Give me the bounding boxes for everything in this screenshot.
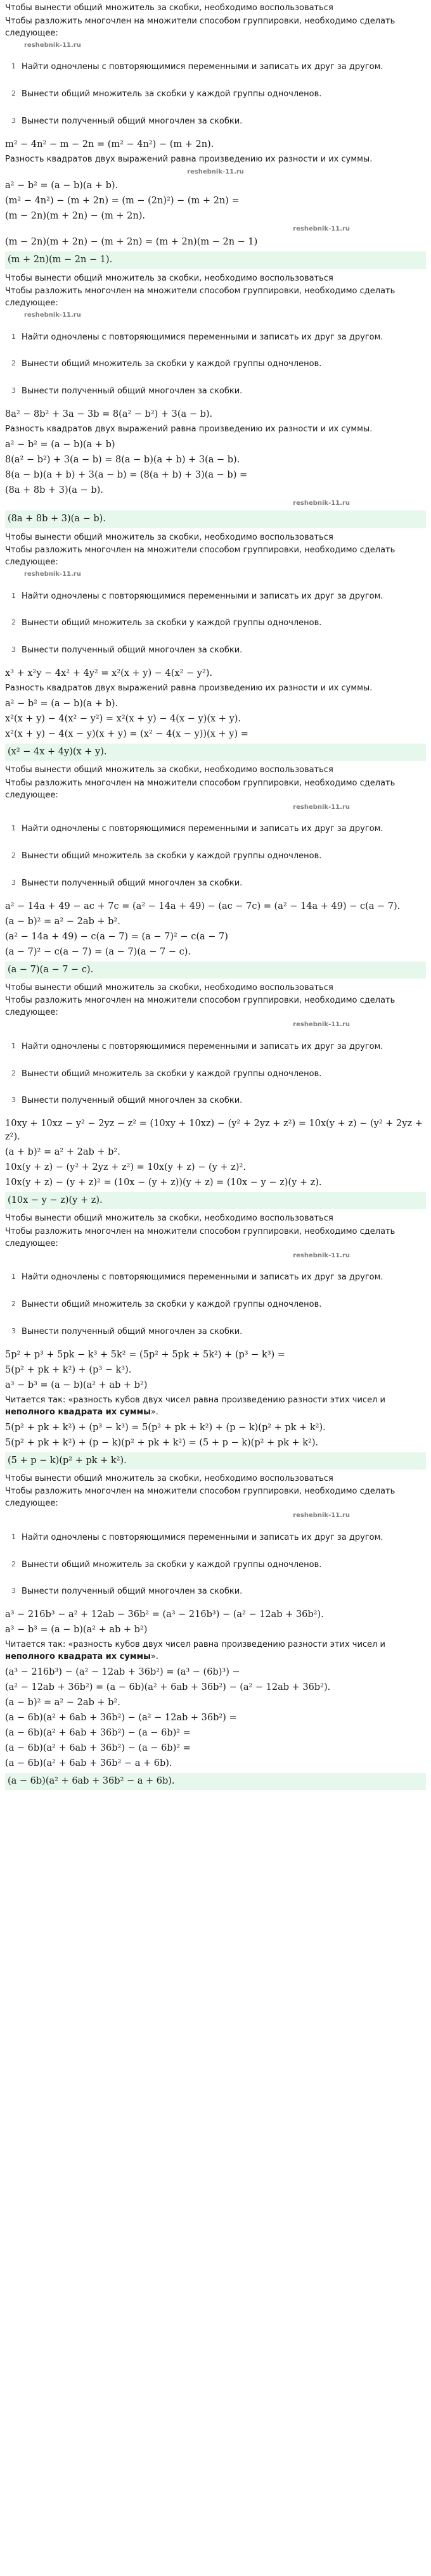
math-line: 10x(y + z) − (y + z)² = (10x − (y + z))(y + z) = (10x − y − z)(y + z). [5, 1177, 322, 1188]
intro-text: Чтобы вынести общий множитель за скобки, необходимо воспользоваться [5, 1214, 333, 1224]
math-line: (8a + 8b + 3)(a − b). [5, 485, 103, 495]
steps-list [5, 323, 426, 405]
step-item: 1 Найти одночлены с повторяющимися переменными и записать их друг за другом. [11, 1272, 383, 1283]
math-line: (a − 6b)(a² + 6ab + 36b²) − (a − 6b)² = [5, 1742, 191, 1753]
math-line: a² − 14a + 49 − ac + 7c = (a² − 14a + 49) − (ac − 7c) = (a² − 14a + 49) − c(a − 7). [5, 901, 401, 911]
math-line: a² − b² = (a − b)(a + b). [5, 698, 119, 709]
math-line: (a² − 14a + 49) − c(a − 7) = (a − 7)² − c(a − 7) [5, 931, 228, 942]
watermark: reshebnik-11.ru [293, 225, 350, 232]
solution-block-6 [5, 1213, 426, 1469]
watermark: reshebnik-11.ru [24, 41, 81, 49]
watermark: reshebnik-11.ru [293, 1512, 350, 1520]
answer-line: (a − 7)(a − 7 − c). [5, 961, 426, 979]
math-line: a³ − 216b³ − a² + 12ab − 36b² = (a³ − 216b³) − (a² − 12ab + 36b²). [5, 1609, 324, 1620]
step-text: Вынести полученный общий многочлен за скобки. [22, 116, 243, 126]
math-line: 8(a² − b²) + 3(a − b) = 8(a − b)(a + b) + 3(a − b). [5, 454, 240, 465]
math-line: m² − 4n² − m − 2n = (m² − 4n²) − (m + 2n). [5, 139, 214, 149]
diff-squares-note: Разность квадратов двух выражений равна произведению их разности и их суммы. [5, 154, 373, 164]
cube-note-prefix: Читается так: «разность кубов двух чисел равна произведению разности этих чисел и [5, 1640, 385, 1650]
step-text: Вынести полученный общий многочлен за скобки. [22, 1587, 243, 1597]
math-line: 10x(y + z) − (y² + 2yz + z²) = 10x(y + z) − (y + z)². [5, 1162, 246, 1173]
steps-list [5, 1032, 426, 1114]
step-item: 3 Вынести полученный общий многочлен за скобки. [11, 116, 243, 126]
math-line: (m − 2n)(m + 2n) − (m + 2n) = (m + 2n)(m − 2n − 1) [5, 237, 258, 248]
math-line: (m² − 4n²) − (m + 2n) = (m − (2n)²) − (m + 2n) = [5, 195, 240, 206]
grouping-intro: Чтобы разложить многочлен на множители способом группировки, необходимо сделать следующее: [5, 545, 396, 568]
step-text: Вынести общий множитель за скобки у каждой группы одночленов. [22, 89, 322, 99]
answer-line: (m + 2n)(m − 2n − 1). [5, 251, 426, 269]
cube-note-suffix: ». [150, 1407, 158, 1417]
step-text: Вынести общий множитель за скобки у каждой группы одночленов. [22, 1069, 322, 1079]
answer-line: (5 + p − k)(p² + pk + k²). [5, 1452, 426, 1469]
step-item: 3 Вынести полученный общий многочлен за скобки. [11, 645, 243, 656]
steps-list [5, 1263, 426, 1345]
watermark: reshebnik-11.ru [293, 1252, 350, 1259]
math-line: a³ − b³ = (a − b)(a² + ab + b²) [5, 1380, 148, 1390]
answer-line: (8a + 8b + 3)(a − b). [5, 511, 426, 528]
step-text: Найти одночлены с повторяющимися переменными и записать их друг за другом. [22, 824, 383, 834]
steps-list [5, 1523, 426, 1605]
grouping-intro: Чтобы разложить многочлен на множители способом группировки, необходимо сделать следующее: [5, 996, 396, 1018]
step-item: 2 Вынести общий множитель за скобки у каждой группы одночленов. [11, 1559, 322, 1570]
math-line: 5p² + p³ + 5pk − k³ + 5k² = (5p² + 5pk + 5k²) + (p³ − k³) = [5, 1349, 285, 1360]
answer-line: (a − 6b)(a² + 6ab + 36b² − a + 6b). [5, 1773, 426, 1790]
math-line: (a³ − 216b³) − (a² − 12ab + 36b²) = (a³ − (6b)³) − [5, 1666, 240, 1677]
step-text: Вынести общий множитель за скобки у каждой группы одночленов. [22, 618, 322, 628]
step-text: Вынести общий множитель за скобки у каждой группы одночленов. [22, 851, 322, 861]
math-line: (a − b)² = a² − 2ab + b². [5, 916, 120, 927]
step-item: 1 Найти одночлены с повторяющимися переменными и записать их друг за другом. [11, 824, 383, 834]
step-text: Найти одночлены с повторяющимися переменными и записать их друг за другом. [22, 62, 383, 72]
intro-text: Чтобы вынести общий множитель за скобки, необходимо воспользоваться [5, 982, 333, 993]
math-line: (a − 6b)(a² + 6ab + 36b²) − (a² − 12ab + 36b²) = [5, 1712, 237, 1723]
intro-text: Чтобы вынести общий множитель за скобки, необходимо воспользоваться [5, 532, 333, 542]
math-line: x²(x + y) − 4(x − y)(x + y) = (x² − 4(x − y))(x + y) = [5, 728, 248, 739]
grouping-intro: Чтобы разложить многочлен на множители способом группировки, необходимо сделать следующее: [5, 16, 396, 38]
step-item: 3 Вынести полученный общий многочлен за скобки. [11, 1587, 243, 1597]
step-item: 1 Найти одночлены с повторяющимися переменными и записать их друг за другом. [11, 332, 383, 342]
step-item: 1 Найти одночлены с повторяющимися переменными и записать их друг за другом. [11, 1532, 383, 1542]
math-line: x³ + x²y − 4x² + 4y² = x²(x + y) − 4(x² − y²). [5, 668, 213, 679]
grouping-intro: Чтобы разложить многочлен на множители способом группировки, необходимо сделать следующее: [5, 286, 396, 308]
step-item: 3 Вынести полученный общий многочлен за скобки. [11, 1096, 243, 1106]
solution-block-2 [5, 273, 426, 528]
step-text: Найти одночлены с повторяющимися переменными и записать их друг за другом. [22, 332, 383, 342]
intro-text: Чтобы вынести общий множитель за скобки, необходимо воспользоваться [5, 1473, 333, 1483]
step-item: 1 Найти одночлены с повторяющимися переменными и записать их друг за другом. [11, 1041, 383, 1051]
step-text: Найти одночлены с повторяющимися переменными и записать их друг за другом. [22, 1272, 383, 1283]
step-text: Найти одночлены с повторяющимися переменными и записать их друг за другом. [22, 1041, 383, 1051]
step-item: 3 Вынести полученный общий многочлен за скобки. [11, 1327, 243, 1336]
step-text: Вынести полученный общий многочлен за скобки. [22, 878, 243, 888]
math-line: 10xy + 10xz − y² − 2yz − z² = (10xy + 10xz) − (y² + 2yz + z²) = 10x(y + z) − (y² + 2yz + z²). [5, 1119, 423, 1143]
step-item: 2 Вынести общий множитель за скобки у каждой группы одночленов. [11, 618, 322, 628]
step-item: 2 Вынести общий множитель за скобки у каждой группы одночленов. [11, 359, 322, 369]
step-text: Найти одночлены с повторяющимися переменными и записать их друг за другом. [22, 1532, 383, 1542]
math-line: (a − b)² = a² − 2ab + b². [5, 1697, 120, 1708]
solution-block-3 [5, 532, 426, 761]
solution-block-4 [5, 765, 426, 979]
grouping-intro: Чтобы разложить многочлен на множители способом группировки, необходимо сделать следующее: [5, 1487, 396, 1509]
math-line: 8(a − b)(a + b) + 3(a − b) = (8(a + b) + 3)(a − b) = [5, 469, 248, 480]
math-line: 8a² − 8b² + 3a − 3b = 8(a² − b²) + 3(a − b). [5, 409, 213, 420]
intro-text: Чтобы вынести общий множитель за скобки, необходимо воспользоваться [5, 765, 333, 775]
math-line: (a − 7)² − c(a − 7) = (a − 7)(a − 7 − c). [5, 946, 191, 957]
step-text: Вынести общий множитель за скобки у каждой группы одночленов. [22, 359, 322, 369]
math-line: 5(p² + pk + k²) + (p³ − k³) = 5(p² + pk + k²) + (p − k)(p² + pk + k²). [5, 1422, 326, 1433]
math-line: a³ − b³ = (a − b)(a² + ab + b²) [5, 1625, 148, 1635]
steps-list [5, 582, 426, 664]
cube-note [5, 1639, 426, 1663]
step-text: Вынести полученный общий многочлен за скобки. [22, 386, 243, 397]
math-line: (a + b)² = a² + 2ab + b². [5, 1147, 120, 1158]
grouping-intro: Чтобы разложить многочлен на множители способом группировки, необходимо сделать следующее: [5, 1227, 396, 1248]
watermark: reshebnik-11.ru [24, 571, 81, 578]
watermark: reshebnik-11.ru [293, 499, 350, 507]
step-item: 1 Найти одночлены с повторяющимися переменными и записать их друг за другом. [11, 62, 383, 72]
diff-squares-note: Разность квадратов двух выражений равна произведению их разности и их суммы. [5, 424, 373, 435]
step-item: 1 Найти одночлены с повторяющимися переменными и записать их друг за другом. [11, 591, 383, 601]
cube-note-prefix: Читается так: «разность кубов двух чисел равна произведению разности этих чисел и [5, 1395, 385, 1405]
math-line: 5(p² + pk + k²) + (p − k)(p² + pk + k²) = (5 + p − k)(p² + pk + k²). [5, 1437, 319, 1448]
math-line: (a² − 12ab + 36b²) = (a − 6b)(a² + 6ab + 36b²) − (a² − 12ab + 36b²). [5, 1682, 331, 1692]
solution-block-5 [5, 982, 426, 1210]
cube-note-bold: неполного квадрата их суммы [5, 1407, 151, 1417]
step-text: Вынести общий множитель за скобки у каждой группы одночленов. [22, 1300, 322, 1310]
math-line: 5(p² + pk + k²) + (p³ − k³). [5, 1364, 132, 1375]
step-item: 2 Вынести общий множитель за скобки у каждой группы одночленов. [11, 1069, 322, 1079]
solution-block-1 [5, 3, 426, 269]
step-item: 3 Вынести полученный общий многочлен за скобки. [11, 386, 243, 397]
cube-note [5, 1395, 426, 1419]
cube-note-bold: неполного квадрата их суммы [5, 1652, 151, 1662]
step-text: Вынести полученный общий многочлен за скобки. [22, 1096, 243, 1106]
cube-note-suffix: ». [150, 1652, 158, 1662]
answer-line: (10x − y − z)(y + z). [5, 1192, 426, 1209]
step-item: 3 Вынести полученный общий многочлен за скобки. [11, 878, 243, 888]
step-item: 2 Вынести общий множитель за скобки у каждой группы одночленов. [11, 851, 322, 861]
math-line: a² − b² = (a − b)(a + b). [5, 180, 119, 191]
step-item: 2 Вынести общий множитель за скобки у каждой группы одночленов. [11, 1300, 322, 1310]
step-text: Вынести полученный общий многочлен за скобки. [22, 1327, 243, 1336]
watermark: reshebnik-11.ru [293, 803, 350, 811]
steps-list [5, 815, 426, 896]
watermark: reshebnik-11.ru [293, 1021, 350, 1029]
math-line: a² − b² = (a − b)(a + b) [5, 439, 115, 450]
answer-line: (x² − 4x + 4y)(x + y). [5, 744, 426, 761]
intro-text: Чтобы вынести общий множитель за скобки, необходимо воспользоваться [5, 3, 333, 13]
grouping-intro: Чтобы разложить многочлен на множители способом группировки, необходимо сделать следующее: [5, 778, 396, 800]
math-line: (m − 2n)(m + 2n) − (m + 2n). [5, 210, 145, 221]
math-line: (a − 6b)(a² + 6ab + 36b² − a + 6b). [5, 1758, 172, 1768]
steps-list [5, 53, 426, 134]
solution-block-7 [5, 1473, 426, 1790]
diff-squares-note: Разность квадратов двух выражений равна произведению их разности и их суммы. [5, 683, 373, 694]
step-item: 2 Вынести общий множитель за скобки у каждой группы одночленов. [11, 89, 322, 99]
step-text: Вынести общий множитель за скобки у каждой группы одночленов. [22, 1559, 322, 1570]
intro-text: Чтобы вынести общий множитель за скобки, необходимо воспользоваться [5, 273, 333, 283]
watermark: reshebnik-11.ru [187, 168, 244, 176]
step-text: Вынести полученный общий многочлен за скобки. [22, 645, 243, 656]
math-line: (a − 6b)(a² + 6ab + 36b²) − (a − 6b)² = [5, 1727, 191, 1738]
step-text: Найти одночлены с повторяющимися переменными и записать их друг за другом. [22, 591, 383, 601]
watermark: reshebnik-11.ru [24, 312, 81, 319]
math-line: x²(x + y) − 4(x² − y²) = x²(x + y) − 4(x − y)(x + y). [5, 713, 241, 724]
